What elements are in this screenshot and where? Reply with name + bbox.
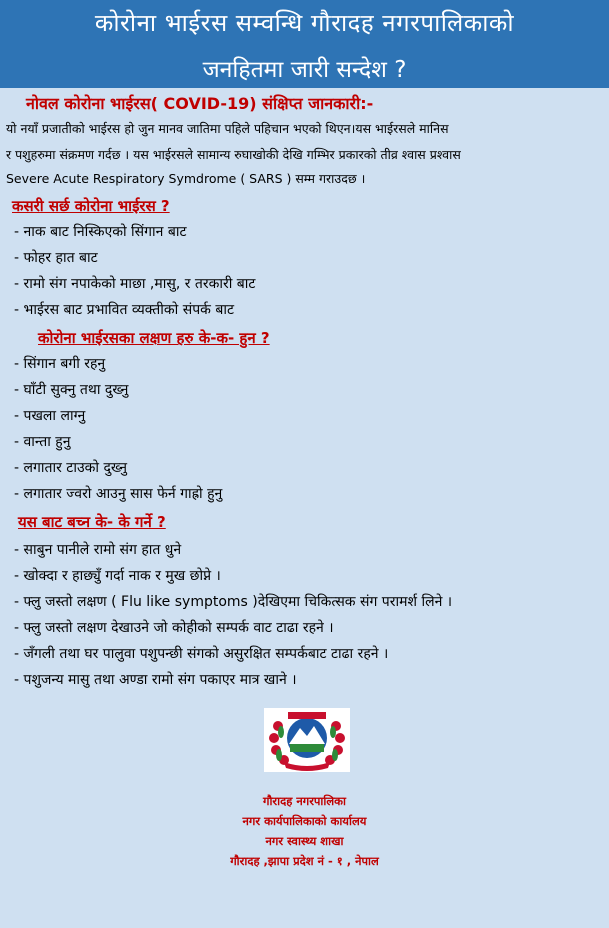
spread-item: - भाईरस बाट प्रभावित व्यक्तीको संपर्क बाट bbox=[14, 302, 235, 318]
footer-health-branch: नगर स्वास्थ्य शाखा bbox=[265, 834, 344, 848]
government-emblem-logo bbox=[264, 708, 350, 772]
intro-line: र पशुहरुमा संक्रमण गर्दछ । यस भाईरसले सामान्य रुघाखोकी देखि गम्भिर प्रकारको तीव्र श्वास प्रश्वास bbox=[6, 147, 461, 162]
header-title-line2: जनहितमा जारी सन्देश ? bbox=[202, 57, 407, 83]
footer-office: नगर कार्यपालिकाको कार्यालय bbox=[242, 814, 367, 828]
header-banner bbox=[0, 0, 609, 88]
symptom-item: - वान्ता हुनु bbox=[14, 434, 71, 450]
prevention-item: - खोक्दा र हाछ्युँ गर्दा नाक र मुख छोप्ने । bbox=[14, 568, 221, 584]
intro-line: Severe Acute Respiratory Symdrome ( SARS ) सम्म गराउदछ । bbox=[6, 171, 366, 186]
spread-heading: कसरी सर्छ कोरोना भाईरस ? bbox=[12, 197, 170, 215]
footer-address: गौरादह ,झापा प्रदेश नं - १ , नेपाल bbox=[230, 854, 379, 868]
symptoms-heading: कोरोना भाईरसका लक्षण हरु के-क- हुन ? bbox=[38, 329, 270, 347]
header-title-line1: कोरोना भाईरस सम्वन्धि गौरादह नगरपालिकाको bbox=[94, 9, 515, 37]
spread-item: - नाक बाट निस्किएको सिंगान बाट bbox=[14, 224, 187, 240]
prevention-item: - फ्लु जस्तो लक्षण देखाउने जो कोहीको सम्पर्क वाट टाढा रहने । bbox=[14, 620, 334, 636]
symptom-item: - सिंगान बगी रहनु bbox=[14, 356, 106, 372]
spread-item: - रामो संग नपाकेको माछा ,मासु, र तरकारी बाट bbox=[14, 276, 256, 292]
symptom-item: - पखला लाग्नु bbox=[14, 408, 86, 424]
symptom-item: - लगातार ज्वरो आउनु सास फेर्न गाह्रो हुनु bbox=[14, 486, 223, 502]
symptom-item: - लगातार टाउको दुख्नु bbox=[14, 460, 127, 476]
intro-title: नोवल कोरोना भाईरस( COVID-19) संक्षिप्त जानकारी:- bbox=[26, 94, 374, 113]
prevention-heading: यस बाट बच्न के- के गर्ने ? bbox=[18, 513, 166, 531]
footer-municipality: गौरादह नगरपालिका bbox=[262, 794, 346, 808]
spread-item: - फोहर हात बाट bbox=[14, 250, 98, 266]
prevention-item: - फ्लु जस्तो लक्षण ( Flu like symptoms )देखिएमा चिकित्सक संग परामर्श लिने । bbox=[14, 594, 453, 610]
prevention-item: - साबुन पानीले रामो संग हात धुने bbox=[14, 542, 182, 558]
prevention-item: - जँगली तथा घर पालुवा पशुपन्छी संगको असुरक्षित सम्पर्कबाट टाढा रहने । bbox=[14, 646, 389, 662]
intro-line: यो नयाँ प्रजातीको भाईरस हो जुन मानव जातिमा पहिले पहिचान भएको थिएन।यस भाईरसले मानिस bbox=[6, 121, 449, 136]
symptom-item: - घाँटी सुक्नु तथा दुख्नु bbox=[14, 382, 129, 398]
prevention-item: - पशुजन्य मासु तथा अण्डा रामो संग पकाएर मात्र खाने । bbox=[14, 672, 297, 688]
